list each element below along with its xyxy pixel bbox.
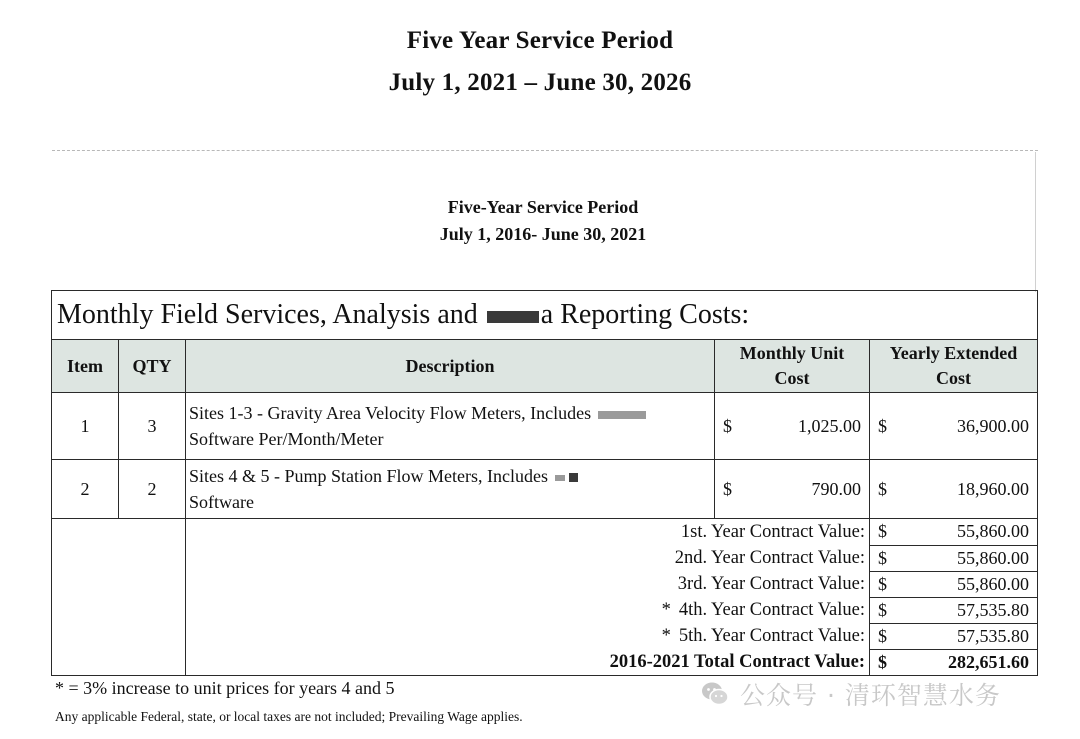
yearly-header-line1: Yearly Extended [889,343,1018,363]
watermark-text: 公众号 · 清环智慧水务 [740,681,1001,710]
redaction-mark [555,475,565,481]
summary-blank [52,519,186,676]
row-qty: 2 [119,460,186,519]
column-header-monthly-cost [715,340,870,393]
desc-line1: Sites 4 & 5 - Pump Station Flow Meters, Includes [189,466,548,486]
summary-label [186,623,870,649]
row-qty: 3 [119,393,186,460]
summary-value [870,623,1038,649]
yearly-amount: 36,900.00 [957,415,1030,436]
summary-label-text: 3rd. Year Contract Value: [677,573,865,594]
summary-value [870,545,1038,571]
embedded-dates: July 1, 2016- June 30, 2021 [439,224,647,244]
row-item: 1 [52,393,119,460]
summary-value [870,519,1038,546]
scan-edge [1035,152,1036,292]
summary-label [186,597,870,623]
footnote: * = 3% increase to unit prices for years 4 and 5 [55,678,395,698]
currency-symbol: $ [878,415,887,436]
desc-line1: Sites 1-3 - Gravity Area Velocity Flow Meters, Includes [189,403,592,423]
monthly-amount: 1,025.00 [798,415,861,436]
summary-marker: * [661,599,671,620]
summary-label [186,545,870,571]
summary-label-text: 1st. Year Contract Value: [680,521,865,542]
summary-row [52,545,1038,571]
total-row [52,649,1038,676]
summary-row [52,519,1038,546]
summary-row [52,571,1038,597]
summary-amount: 55,860.00 [957,573,1030,594]
banner-suffix: a Reporting Costs: [540,299,750,330]
currency-symbol: $ [723,478,732,499]
summary-value [870,597,1038,623]
row-item: 2 [52,460,119,519]
wechat-logo-icon [700,679,730,709]
summary-amount: 55,860.00 [957,547,1030,568]
summary-amount: 55,860.00 [957,521,1030,542]
summary-value [870,571,1038,597]
cost-table [51,290,1038,676]
redaction-mark [598,411,646,419]
yearly-header-line2: Cost [936,368,971,388]
table-header-row [52,340,1038,393]
column-header-qty: QTY [119,340,186,393]
total-amount: 282,651.60 [948,651,1030,672]
row-description [186,393,715,460]
summary-label-text: 4th. Year Contract Value: [678,599,865,620]
summary-amount: 57,535.80 [957,625,1030,646]
row-yearly-cost [870,460,1038,519]
service-period-dates: July 1, 2021 – June 30, 2026 [388,69,692,96]
currency-symbol: $ [878,547,887,568]
scan-divider [52,150,1038,151]
row-monthly-cost [715,460,870,519]
yearly-amount: 18,960.00 [957,478,1030,499]
redaction-mark [487,311,539,323]
currency-symbol: $ [878,573,887,594]
total-value [870,649,1038,676]
redaction-mark [569,473,578,482]
row-monthly-cost [715,393,870,460]
summary-marker: * [661,625,671,646]
watermark [700,676,1001,712]
currency-symbol: $ [878,625,887,646]
monthly-header-line2: Cost [774,368,810,388]
monthly-header-line1: Monthly Unit [739,343,845,363]
total-label: 2016-2021 Total Contract Value: [186,649,870,676]
table-banner [52,291,1038,340]
summary-label [186,519,870,546]
summary-row [52,623,1038,649]
desc-line2: Software [189,492,254,512]
summary-label-text: 2nd. Year Contract Value: [674,547,865,568]
table-row [52,393,1038,460]
summary-amount: 57,535.80 [957,599,1030,620]
currency-symbol: $ [878,521,887,542]
currency-symbol: $ [723,415,732,436]
disclaimer: Any applicable Federal, state, or local taxes are not included; Prevailing Wage applies. [55,709,523,724]
desc-line2: Software Per/Month/Meter [189,429,384,449]
currency-symbol: $ [878,478,887,499]
column-header-description: Description [186,340,715,393]
row-yearly-cost [870,393,1038,460]
embedded-title: Five-Year Service Period [447,197,639,217]
currency-symbol: $ [878,599,887,620]
table-row [52,460,1038,519]
banner-prefix: Monthly Field Services, Analysis and [57,299,478,330]
summary-label [186,571,870,597]
column-header-yearly-cost [870,340,1038,393]
summary-label-text: 5th. Year Contract Value: [678,625,865,646]
summary-row [52,597,1038,623]
row-description [186,460,715,519]
monthly-amount: 790.00 [811,478,861,499]
column-header-item: Item [52,340,119,393]
page-title: Five Year Service Period [406,27,674,54]
currency-symbol: $ [878,651,887,672]
